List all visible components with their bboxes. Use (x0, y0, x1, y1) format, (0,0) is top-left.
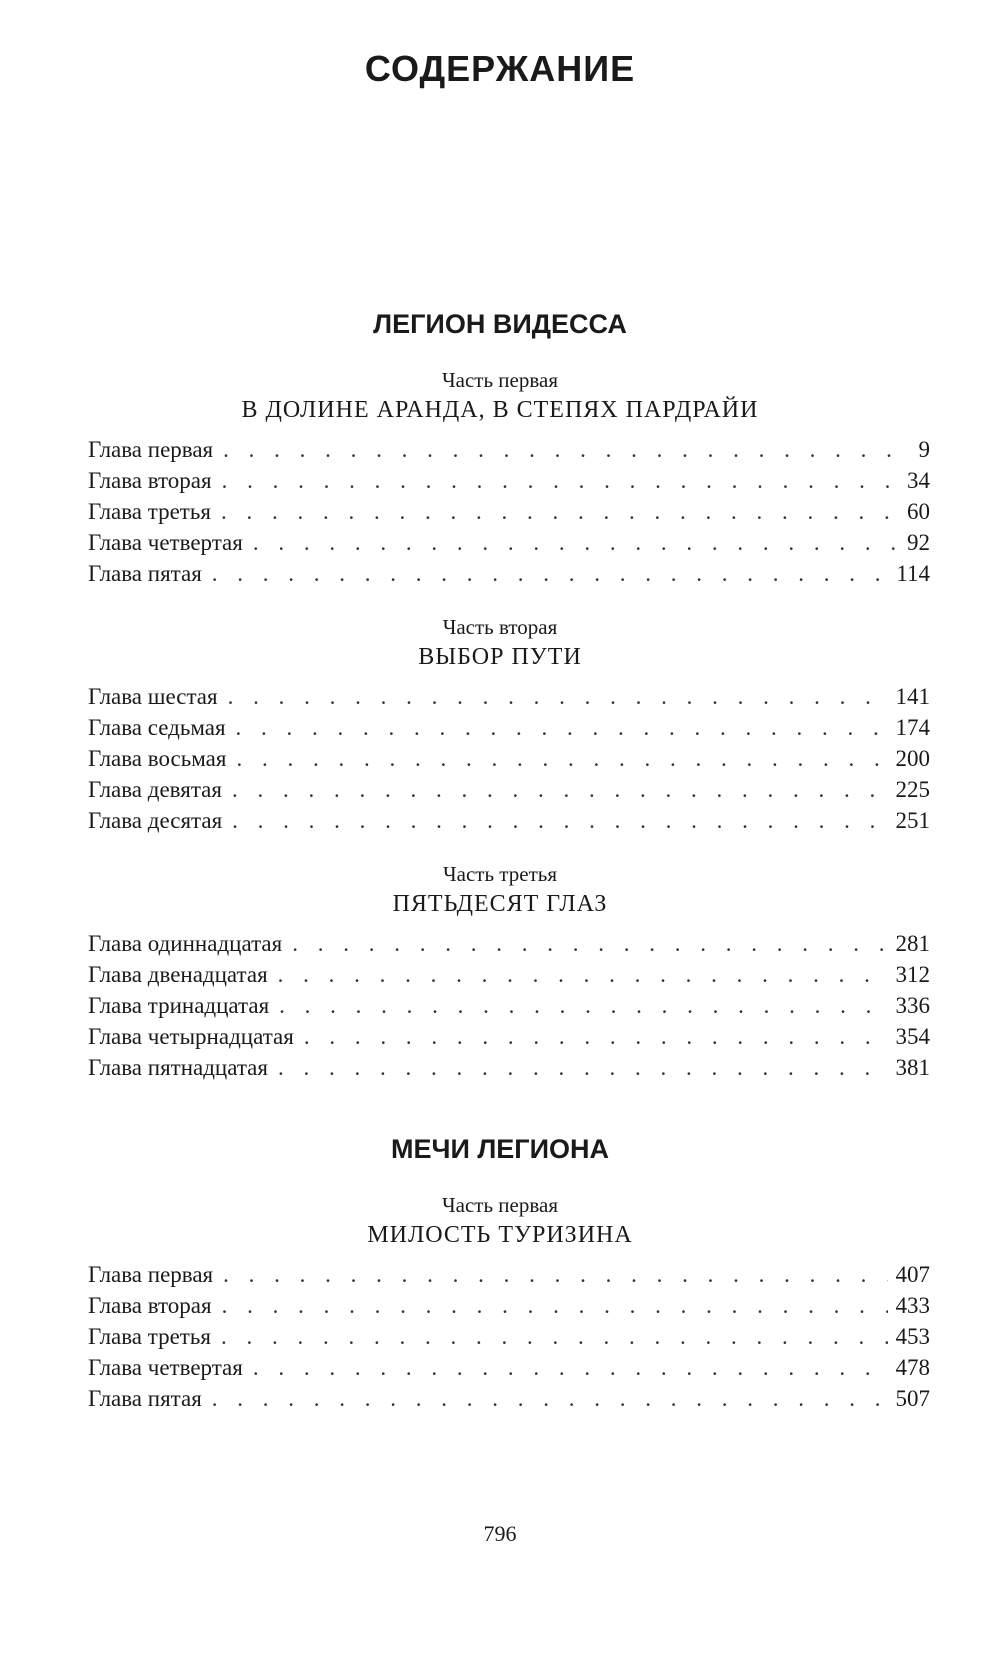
part-label: Часть первая (442, 368, 558, 392)
dot-leader (232, 774, 888, 805)
chapter-name: Глава одиннадцатая (88, 931, 283, 956)
chapter-name: Глава пятнадцатая (88, 1055, 268, 1080)
chapter-name: Глава четвертая (88, 530, 243, 555)
chapter-name: Глава девятая (88, 777, 222, 802)
toc-entry (0, 465, 1000, 496)
chapter-list (0, 928, 1000, 1083)
chapter-name: Глава седьмая (88, 715, 226, 740)
toc-entry (0, 990, 1000, 1021)
chapter-name: Глава пятая (88, 561, 202, 586)
chapter-page: 407 (895, 1262, 930, 1287)
part-label: Часть вторая (442, 615, 558, 639)
toc-entry (0, 928, 1000, 959)
toc-entry (0, 681, 1000, 712)
chapter-page: 433 (895, 1293, 930, 1318)
dot-leader (304, 1021, 888, 1052)
chapter-name: Глава двенадцатая (88, 962, 268, 987)
dot-leader (221, 1321, 888, 1352)
chapter-page: 336 (895, 993, 930, 1018)
chapter-name: Глава первая (88, 437, 214, 462)
chapter-page: 381 (895, 1055, 930, 1080)
dot-leader (292, 928, 887, 959)
chapter-page: 92 (907, 530, 930, 555)
toc-entry (0, 743, 1000, 774)
chapter-name: Глава вторая (88, 468, 212, 493)
part-section (0, 366, 1000, 589)
toc-entry (0, 558, 1000, 589)
chapter-name: Глава десятая (88, 808, 223, 833)
book-title: ЛЕГИОН ВИДЕССА (373, 309, 627, 339)
dot-leader (221, 496, 899, 527)
part-title: В ДОЛИНЕ АРАНДА, В СТЕПЯХ ПАРДРАЙИ (241, 397, 759, 423)
toc-entry (0, 774, 1000, 805)
chapter-page: 312 (895, 962, 930, 987)
dot-leader (236, 712, 888, 743)
chapter-name: Глава вторая (88, 1293, 212, 1318)
dot-leader (278, 1052, 888, 1083)
toc-entry (0, 496, 1000, 527)
book-title: МЕЧИ ЛЕГИОНА (390, 1134, 610, 1164)
part-section (0, 613, 1000, 836)
part-title: ПЯТЬДЕСЯТ ГЛАЗ (392, 891, 608, 917)
dot-leader (212, 558, 889, 589)
page-number: 796 (483, 1521, 517, 1546)
dot-leader (236, 743, 887, 774)
chapter-page: 114 (896, 561, 930, 586)
part-label: Часть первая (442, 1193, 558, 1217)
dot-leader (228, 681, 888, 712)
chapter-page: 141 (895, 684, 930, 709)
chapter-list (0, 681, 1000, 836)
chapter-name: Глава первая (88, 1262, 214, 1287)
chapter-name: Глава пятая (88, 1386, 202, 1411)
chapter-page: 9 (918, 437, 930, 462)
dot-leader (232, 805, 887, 836)
chapter-page: 507 (895, 1386, 930, 1411)
dot-leader (279, 990, 887, 1021)
chapter-name: Глава шестая (88, 684, 218, 709)
chapter-list (0, 434, 1000, 589)
chapter-page: 478 (895, 1355, 930, 1380)
toc-entry (0, 1352, 1000, 1383)
page-title: СОДЕРЖАНИЕ (364, 48, 636, 89)
toc-entry (0, 1321, 1000, 1352)
dot-leader (223, 434, 910, 465)
chapter-page: 251 (895, 808, 930, 833)
dot-leader (222, 1290, 888, 1321)
chapter-page: 34 (907, 468, 930, 493)
toc-entry (0, 527, 1000, 558)
chapter-page: 225 (895, 777, 930, 802)
book-section (0, 304, 1000, 1107)
toc-entry (0, 1383, 1000, 1414)
toc-entry (0, 1021, 1000, 1052)
chapter-name: Глава тринадцатая (88, 993, 270, 1018)
chapter-name: Глава третья (88, 1324, 211, 1349)
chapter-page: 354 (895, 1024, 930, 1049)
dot-leader (223, 1259, 887, 1290)
toc-entry (0, 1259, 1000, 1290)
toc-entry (0, 805, 1000, 836)
chapter-name: Глава восьмая (88, 746, 227, 771)
toc-entry (0, 434, 1000, 465)
toc-entry (0, 1290, 1000, 1321)
chapter-name: Глава четвертая (88, 1355, 243, 1380)
dot-leader (253, 1352, 888, 1383)
toc-entry (0, 712, 1000, 743)
part-section (0, 860, 1000, 1083)
book-section (0, 1129, 1000, 1438)
part-title: ВЫБОР ПУТИ (418, 644, 582, 670)
chapter-name: Глава третья (88, 499, 211, 524)
toc-entry (0, 1052, 1000, 1083)
chapter-page: 174 (895, 715, 930, 740)
dot-leader (222, 465, 899, 496)
chapter-page: 200 (895, 746, 930, 771)
chapter-page: 453 (895, 1324, 930, 1349)
dot-leader (278, 959, 888, 990)
part-section (0, 1191, 1000, 1414)
chapter-page: 60 (907, 499, 930, 524)
chapter-name: Глава четырнадцатая (88, 1024, 294, 1049)
part-title: МИЛОСТЬ ТУРИЗИНА (367, 1222, 633, 1248)
chapter-list (0, 1259, 1000, 1414)
toc-entry (0, 959, 1000, 990)
dot-leader (212, 1383, 888, 1414)
dot-leader (253, 527, 899, 558)
chapter-page: 281 (895, 931, 930, 956)
part-label: Часть третья (443, 862, 557, 886)
